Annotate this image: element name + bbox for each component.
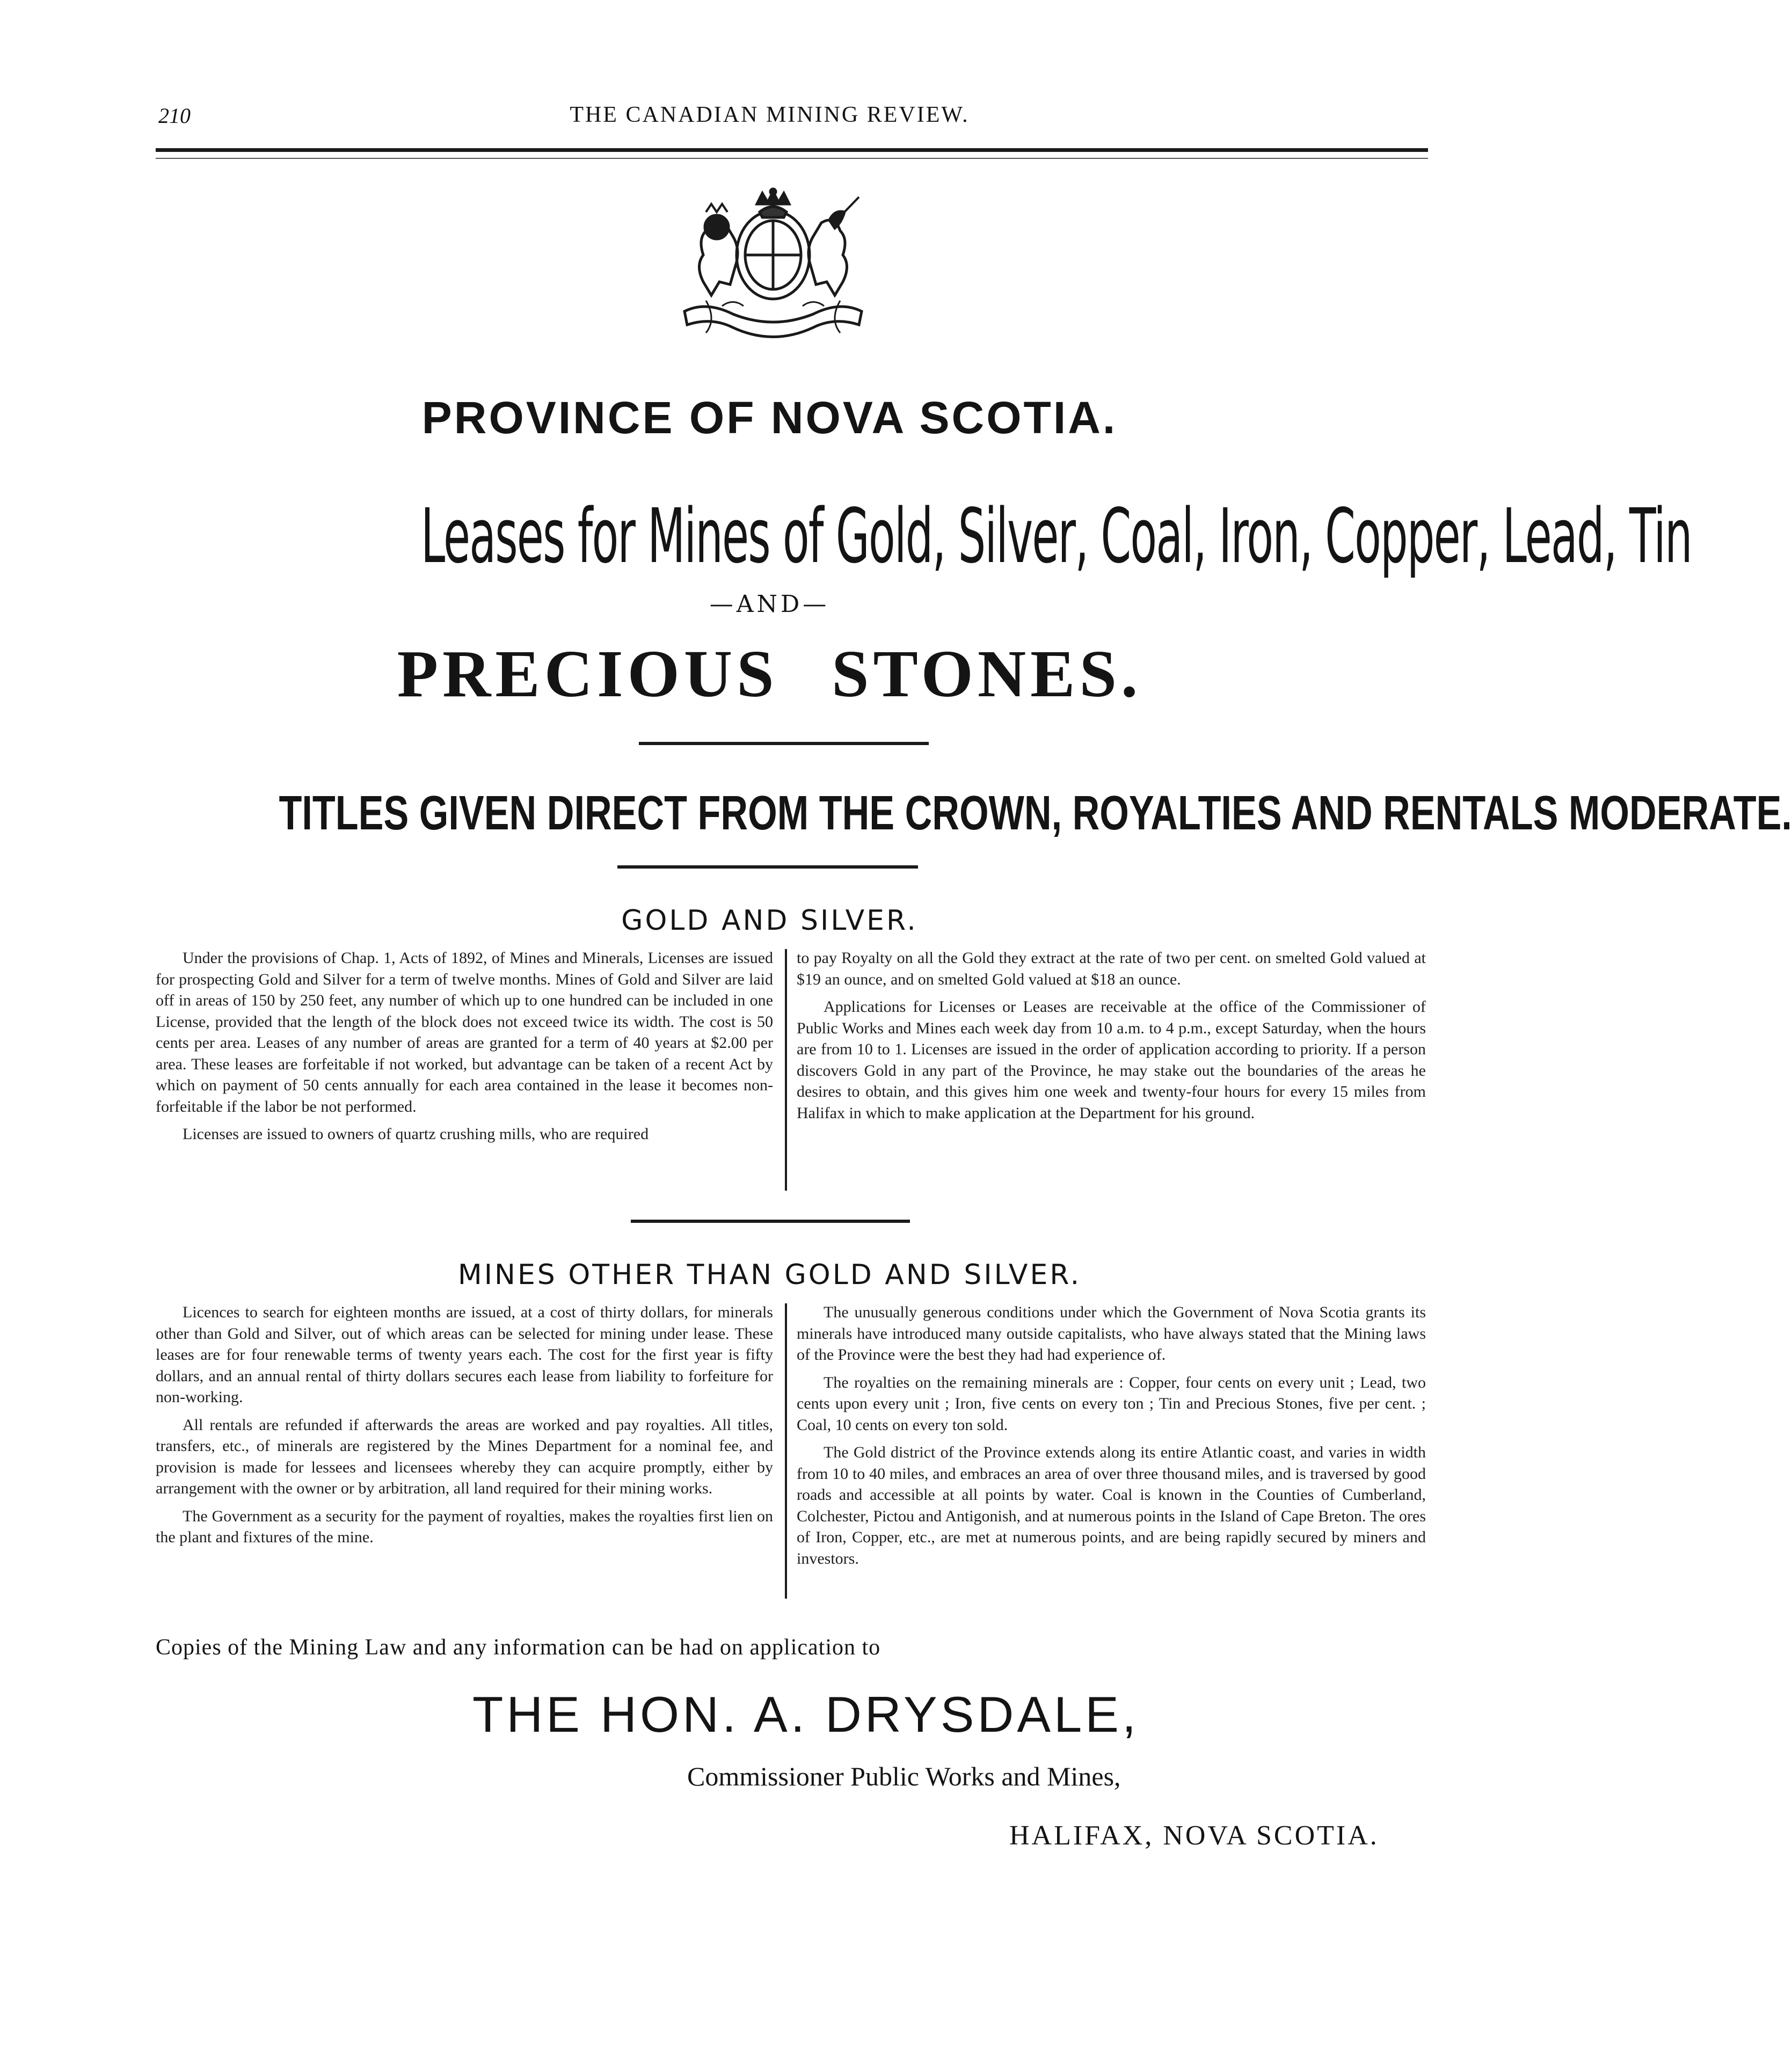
gold-silver-right-column (797, 947, 1426, 1130)
other-mines-right-column (797, 1302, 1426, 1576)
commissioner-name: THE HON. A. DRYSDALE, (472, 1686, 1140, 1742)
divider-rule (639, 742, 929, 745)
paragraph: The unusually generous conditions under which the Government of Nova Scotia grants its minerals have introduced many outside capitalists, who have always stated that the Mining laws of the Province were the best they had had experience of. (797, 1303, 1426, 1363)
paragraph: Applications for Licenses or Leases are receivable at the office of the Commissioner of Public Works and Mines each week day from 10 a.m. to 4 p.m., except Saturday, when the hours are from 10 to 1. Licenses are issued in the order of application according to priority. If a person discovers Gold in any part of the Province, he may stake out the boundaries of the areas he desires to obtain, and this gives him one week and twenty-four hours for every 15 miles from Halifax in which to make application at the Department for his ground. (797, 998, 1426, 1122)
gold-silver-heading: GOLD AND SILVER. (621, 905, 918, 937)
paragraph: Licences to search for eighteen months are issued, at a cost of thirty dollars, for minerals other than Gold and Silver, out of which areas can be selected for mining under lease. These leases are for four renewable terms of twenty years each. The cost for the first year is fifty dollars, and an annual rental of thirty dollars secures each lease from liability to forfeiture for non-working. (156, 1303, 773, 1406)
province-heading: PROVINCE OF NOVA SCOTIA. (421, 392, 1118, 443)
gold-silver-left-column (156, 947, 773, 1151)
copies-line: Copies of the Mining Law and any information can be had on application to (156, 1635, 881, 1660)
paragraph: The Gold district of the Province extends along its entire Atlantic coast, and varies in width from 10 to 40 miles, and embraces an area of over three thousand miles, and is traversed by good roads and accessible at all points by water. Coal is known in the Counties of Cumberland, Colchester, Pictou and Antigonish, and at numerous points in the Island of Cape Breton. The ores of Iron, Copper, etc., are met at numerous points, and are being rapidly secured by miners and investors. (797, 1443, 1426, 1567)
divider-rule (631, 1220, 910, 1223)
titles-heading: TITLES GIVEN DIRECT FROM THE CROWN, ROYALTIES AND RENTALS MODERATE. (279, 786, 1792, 840)
divider-rule (617, 865, 918, 869)
paragraph: to pay Royalty on all the Gold they extract at the rate of two per cent. on smelted Gold valued at $19 an ounce, and on smelted Gold valued at $18 an ounce. (797, 949, 1426, 988)
paragraph: The Government as a security for the payment of royalties, makes the royalties first lien on the plant and fixtures of the mine. (156, 1507, 773, 1546)
other-mines-left-column (156, 1302, 773, 1555)
header-rule (156, 148, 1428, 152)
location: HALIFAX, NOVA SCOTIA. (1009, 1820, 1379, 1851)
and-divider: —AND— (709, 590, 830, 618)
paragraph: Under the provisions of Chap. 1, Acts of 1892, of Mines and Minerals, Licenses are issued for prospecting Gold and Silver for a term of twelve months. Mines of Gold and Silver are laid off in areas of 150 by 250 feet, any number of which up to one hundred can be included in one License, provided that the length of the block does not exceed twice its width. The cost is 50 cents per area. Leases of any number of areas are granted for a term of 40 years at $2.00 per area. These leases are forfeitable if not worked, but advantage can be taken of a recent Act by which on payment of 50 cents annually for each area contained in the lease it becomes non-forfeitable if the labor be not performed. (156, 949, 773, 1115)
column-divider (785, 1303, 787, 1599)
other-mines-heading: MINES OTHER THAN GOLD AND SILVER. (457, 1259, 1082, 1291)
royal-coat-of-arms-icon (674, 191, 872, 352)
commissioner-title: Commissioner Public Works and Mines, (687, 1761, 1121, 1791)
header-rule-thin (156, 158, 1428, 159)
precious-stones-heading: PRECIOUS STONES. (397, 637, 1142, 711)
paragraph: All rentals are refunded if afterwards the areas are worked and pay royalties. All titles, transfers, etc., of minerals are registered by the Mines Department for a nominal fee, and provision is made for lessees and licensees whereby they can acquire promptly, either by arrangement with the owner or by arbitration, all land required for their mining works. (156, 1416, 773, 1497)
page-number: 210 (158, 104, 191, 128)
paragraph: The royalties on the remaining minerals are : Copper, four cents on every unit ; Lead, two cents upon every unit ; Iron, five cents on every ton ; Tin and Precious Stones, five per cent. ; Coal, 10 cents on every ton sold. (797, 1373, 1426, 1434)
column-divider (785, 949, 787, 1191)
leases-heading: Leases for Mines of Gold, Silver, Coal, Iron, Copper, Lead, Tin (421, 493, 1692, 580)
paragraph: Licenses are issued to owners of quartz crushing mills, who are required (183, 1125, 649, 1143)
running-title: THE CANADIAN MINING REVIEW. (570, 103, 970, 127)
